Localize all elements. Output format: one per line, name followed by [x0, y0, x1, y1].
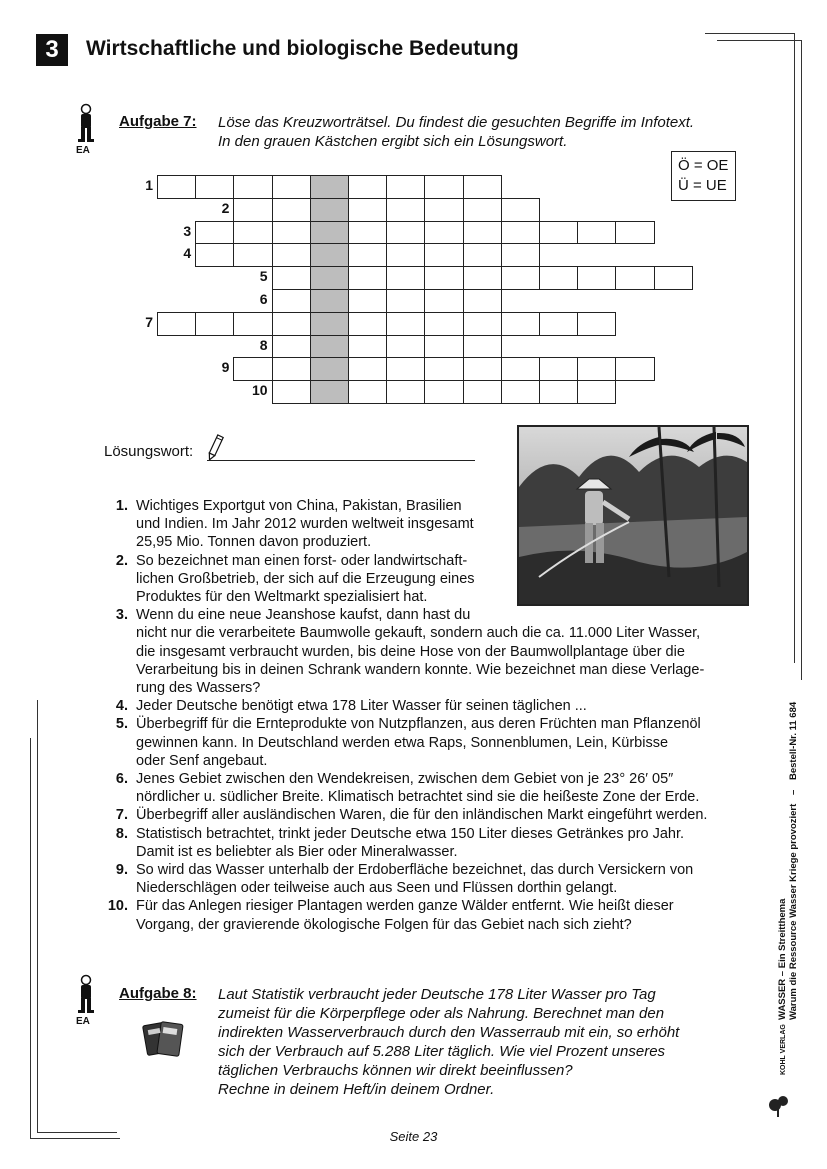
clue-text-line: Damit ist es beliebter als Bier oder Mineralwasser. [136, 843, 458, 860]
solution-answer-line[interactable] [207, 460, 475, 461]
solution-cell[interactable] [310, 221, 349, 245]
task8-text-line: indirekten Wasserverbrauch durch den Wasserraub mit ein, so erhöht [218, 1024, 680, 1041]
task8-text-line: sich der Verbrauch auf 5.288 Liter täglich. Wie viel Prozent unseres [218, 1043, 666, 1060]
crossword-cell[interactable] [424, 357, 463, 381]
person-icon [75, 974, 97, 1016]
crossword-cell[interactable] [157, 175, 196, 199]
crossword-cell[interactable] [539, 221, 578, 245]
solution-cell[interactable] [310, 266, 349, 290]
clue-item-number: 10. [107, 898, 128, 915]
clue-item-number: 1. [115, 498, 128, 514]
clue-text-line: nicht nur die verarbeitete Baumwolle gekauft, sondern auch die ca. 11.000 Liter Wasser, [136, 625, 701, 642]
clue-text-line: gewinnen kann. In Deutschland werden etwa Raps, Sonnenblumen, Lein, Kürbisse [136, 734, 669, 751]
section-number-badge: 3 [36, 34, 68, 66]
frame-left-vertical-line [30, 738, 31, 1138]
crossword-cell[interactable] [539, 312, 578, 336]
clue-number-3: 3 [183, 222, 192, 239]
crossword-cell[interactable] [195, 221, 234, 245]
crossword-cell[interactable] [424, 335, 463, 359]
crossword-cell[interactable] [272, 289, 311, 313]
crossword-cell[interactable] [272, 198, 311, 222]
clue-number-10: 10 [252, 382, 268, 399]
crossword-cell[interactable] [386, 198, 425, 222]
crossword-cell[interactable] [463, 243, 502, 267]
crossword-cell[interactable] [348, 221, 387, 245]
page-number: Seite 23 [389, 1129, 438, 1144]
clue-text-line: lichen Großbetrieb, der sich auf die Erzeugung eines [136, 570, 475, 587]
crossword-cell[interactable] [501, 221, 540, 245]
clue-item-number: 5. [115, 716, 128, 733]
solution-cell[interactable] [310, 312, 349, 336]
crossword-cell[interactable] [348, 289, 387, 313]
crossword-cell[interactable] [348, 380, 387, 404]
task8-text-line: Laut Statistik verbraucht jeder Deutsche 178 Liter Wasser pro Tag [218, 986, 656, 1003]
clue-item-number: 9. [115, 862, 128, 878]
crossword-cell[interactable] [386, 175, 425, 199]
crossword-cell[interactable] [501, 243, 540, 267]
crossword-cell[interactable] [386, 335, 425, 359]
page-title: Wirtschaftliche und biologische Bedeutung [86, 37, 519, 60]
crossword-cell[interactable] [233, 312, 272, 336]
crossword-cell[interactable] [386, 289, 425, 313]
clue-text-line: die insgesamt verbraucht wurden, bis deine Hose von der Baumwollplantage über die [136, 643, 685, 660]
clue-text-line: 25,95 Mio. Tonnen davon produziert. [136, 534, 372, 551]
crossword-cell[interactable] [233, 243, 272, 267]
crossword-cell[interactable] [577, 266, 616, 290]
crossword-cell[interactable] [233, 357, 272, 381]
clue-text-line: Vorgang, der gravierende ökologische Folgen für das Gebiet nach sich zieht? [136, 916, 632, 933]
crossword-cell[interactable] [348, 357, 387, 381]
task7-instruction-line2: In den grauen Kästchen ergibt sich ein Lösungswort. [218, 133, 568, 150]
clue-text-line: und Indien. Im Jahr 2012 wurden weltweit insgesamt [136, 516, 474, 533]
clue-text-line: nördlicher u. südlicher Breite. Klimatisch betrachtet sind sie die heißeste Zone der Erde. [136, 789, 700, 806]
side-order-number-text: Bestell-Nr. 11 684 [788, 701, 799, 780]
frame-right-vertical-line-2 [801, 40, 802, 680]
clue-text-line: Statistisch betrachtet, trinkt jeder Deutsche etwa 150 Liter dieses Getränkes pro Jahr. [136, 825, 685, 842]
crossword-cell[interactable] [501, 357, 540, 381]
crossword-cell[interactable] [272, 380, 311, 404]
crossword-cell[interactable] [272, 357, 311, 381]
crossword-cell[interactable] [195, 243, 234, 267]
clue-text-line: Niederschlägen oder teilweise auch aus Seen und Flüssen dorthin gelangt. [136, 880, 618, 897]
plantation-worker-photo [517, 425, 749, 606]
crossword-cell[interactable] [272, 266, 311, 290]
clue-text-line: rung des Wassers? [136, 679, 261, 696]
crossword-cell[interactable] [424, 312, 463, 336]
side-dash: – [788, 789, 799, 795]
crossword-cell[interactable] [577, 357, 616, 381]
clue-text-line: Produktes für den Weltmarkt spezialisiert hat. [136, 588, 428, 605]
clue-number-6: 6 [259, 291, 268, 307]
crossword-cell[interactable] [463, 198, 502, 222]
legend-oe: Ö = OE [678, 157, 729, 174]
clue-text-line: Jeder Deutsche benötigt etwa 178 Liter Wasser für seinen täglichen ... [136, 698, 587, 715]
solution-cell[interactable] [310, 357, 349, 381]
crossword-cell[interactable] [539, 380, 578, 404]
clue-number-1: 1 [145, 177, 153, 193]
solution-cell[interactable] [310, 198, 349, 222]
task8-text-line: Rechne in deinem Heft/in deinem Ordner. [218, 1081, 495, 1098]
clue-item-number: 3. [115, 607, 128, 624]
solution-cell[interactable] [310, 335, 349, 359]
crossword-cell[interactable] [272, 312, 311, 336]
crossword-cell[interactable] [501, 312, 540, 336]
crossword-cell[interactable] [424, 289, 463, 313]
clue-text-line: Für das Anlegen riesiger Plantagen werden ganze Wälder entfernt. Wie heißt dieser [136, 898, 674, 915]
crossword-cell[interactable] [424, 266, 463, 290]
task7-label: Aufgabe 7: [119, 113, 197, 130]
crossword-cell[interactable] [348, 335, 387, 359]
side-series-title: WASSER – Ein Streitthema [777, 898, 788, 1020]
frame-top-right-line [705, 33, 795, 34]
crossword-cell[interactable] [348, 243, 387, 267]
frame-right-vertical-line [794, 33, 795, 663]
crossword-cell[interactable] [463, 335, 502, 359]
task8-label: Aufgabe 8: [119, 985, 197, 1002]
crossword-cell[interactable] [501, 380, 540, 404]
frame-left-vertical-line-2 [37, 700, 38, 1132]
clue-item-number: 6. [115, 771, 128, 787]
crossword-cell[interactable] [272, 335, 311, 359]
crossword-cell[interactable] [195, 312, 234, 336]
clue-item-number: 2. [115, 552, 128, 569]
crossword-cell[interactable] [348, 175, 387, 199]
crossword-cell[interactable] [386, 380, 425, 404]
clue-number-5: 5 [259, 268, 268, 285]
task8-text-line: zumeist für die Körperpflege oder als Nahrung. Berechnet man den [218, 1005, 665, 1022]
crossword-cell[interactable] [463, 289, 502, 313]
clue-item-number: 7. [115, 807, 128, 824]
crossword-cell[interactable] [424, 380, 463, 404]
crossword-cell[interactable] [386, 243, 425, 267]
tree-logo-icon [769, 1096, 788, 1117]
pencil-icon [206, 434, 224, 462]
crossword-cell[interactable] [463, 380, 502, 404]
crossword-cell[interactable] [424, 198, 463, 222]
ea-label: EA [76, 1016, 90, 1027]
crossword-cell[interactable] [539, 357, 578, 381]
crossword-cell[interactable] [233, 221, 272, 245]
crossword-cell[interactable] [195, 175, 234, 199]
crossword-cell[interactable] [463, 221, 502, 245]
clue-text-line: oder Senf angebaut. [136, 752, 268, 769]
solution-cell[interactable] [310, 380, 349, 404]
crossword-cell[interactable] [539, 266, 578, 290]
clue-number-2: 2 [221, 199, 230, 216]
clue-text-line: Wenn du eine neue Jeanshose kaufst, dann hast du [136, 607, 471, 624]
crossword-cell[interactable] [272, 175, 311, 199]
clue-number-8: 8 [259, 336, 268, 353]
clue-text-line: So bezeichnet man einen forst- oder landwirtschaft- [136, 552, 468, 569]
crossword-cell[interactable] [424, 243, 463, 267]
crossword-cell[interactable] [386, 221, 425, 245]
solution-cell[interactable] [310, 175, 349, 199]
publisher-logo: KOHL VERLAG [780, 1024, 787, 1075]
crossword-cell[interactable] [463, 357, 502, 381]
clue-item-number: 4. [115, 698, 128, 715]
crossword-cell[interactable] [577, 312, 616, 336]
ea-label: EA [76, 145, 90, 156]
clue-text-line: Verarbeitung bis in deinen Schrank wandern konnte. Wie bezeichnet man diese Verlage- [136, 661, 705, 678]
clue-text-line: Überbegriff aller ausländischen Waren, die für den inländischen Markt eingeführt werden. [136, 807, 708, 824]
crossword-cell[interactable] [348, 312, 387, 336]
clue-text-line: Jenes Gebiet zwischen den Wendekreisen, zwischen dem Gebiet von je 23° 26′ 05″ [136, 771, 674, 787]
solution-cell[interactable] [310, 243, 349, 267]
crossword-cell[interactable] [501, 198, 540, 222]
crossword-cell[interactable] [233, 175, 272, 199]
clue-number-7: 7 [145, 313, 153, 330]
crossword-cell[interactable] [424, 221, 463, 245]
crossword-cell[interactable] [424, 175, 463, 199]
crossword-cell[interactable] [501, 266, 540, 290]
legend-ue: Ü = UE [678, 177, 727, 194]
crossword-cell[interactable] [615, 266, 654, 290]
crossword-cell[interactable] [654, 266, 693, 290]
crossword-cell[interactable] [615, 357, 654, 381]
crossword-cell[interactable] [348, 266, 387, 290]
crossword-cell[interactable] [272, 221, 311, 245]
frame-top-right-line-2 [717, 40, 802, 41]
crossword-cell[interactable] [463, 266, 502, 290]
crossword-cell[interactable] [577, 380, 616, 404]
crossword-cell[interactable] [615, 221, 654, 245]
notebooks-icon [142, 1018, 186, 1060]
clue-text-line: Wichtiges Exportgut von China, Pakistan, Brasilien [136, 498, 462, 514]
crossword-cell[interactable] [386, 312, 425, 336]
clue-item-number: 8. [115, 825, 128, 842]
clue-number-4: 4 [183, 245, 192, 262]
solution-label: Lösungswort: [104, 443, 194, 460]
task8-text-line: täglichen Verbrauchs können wir direkt beeinflussen? [218, 1062, 573, 1079]
umlaut-legend-box [671, 151, 736, 201]
crossword-cell[interactable] [463, 175, 502, 199]
crossword-cell[interactable] [386, 357, 425, 381]
crossword-cell[interactable] [348, 198, 387, 222]
crossword-cell[interactable] [577, 221, 616, 245]
crossword-cell[interactable] [157, 312, 196, 336]
clue-text-line: So wird das Wasser unterhalb der Erdoberfläche bezeichnet, das durch Versickern von [136, 862, 694, 878]
crossword-cell[interactable] [272, 243, 311, 267]
side-publication-info [765, 700, 805, 1120]
solution-cell[interactable] [310, 289, 349, 313]
crossword-cell[interactable] [233, 198, 272, 222]
side-subtitle: Warum die Ressource Wasser Kriege provoziert [788, 803, 799, 1020]
clue-text-line: Überbegriff für die Ernteprodukte von Nutzpflanzen, aus deren Früchten man Pflanzenöl [136, 716, 701, 733]
crossword-cell[interactable] [463, 312, 502, 336]
crossword-cell[interactable] [386, 266, 425, 290]
person-icon [75, 103, 97, 145]
task7-instruction-line1: Löse das Kreuzworträtsel. Du findest die gesuchten Begriffe im Infotext. [218, 114, 695, 131]
clue-number-9: 9 [221, 359, 230, 376]
